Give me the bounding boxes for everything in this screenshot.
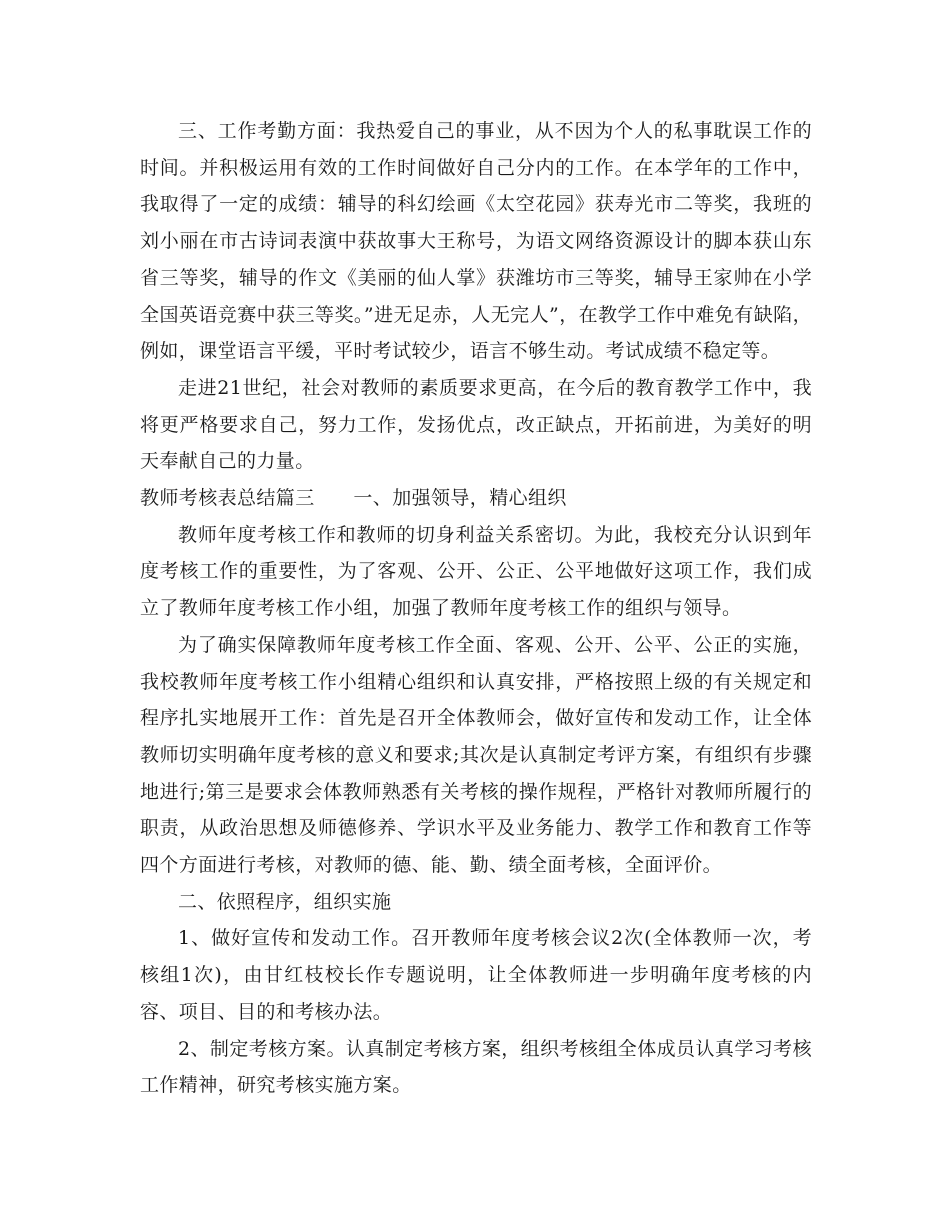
paragraph-attendance: 三、工作考勤方面：我热爱自己的事业，从不因为个人的私事耽误工作的时间。并积极运用有效的工作时间做好自己分内的工作。在本学年的工作中，我取得了一定的成绩：辅导的科幻绘画《太空花园》获寿光市二等奖，我班的刘小丽在市古诗词表演中获故事大王称号，为语文网络资源设计的脚本获山东省三等奖，辅导的作文《美丽的仙人掌》获潍坊市三等奖，辅导王家帅在小学全国英语竞赛中获三等奖。”进无足赤，人无完人”，在教学工作中难免有缺陷，例如，课堂语言平缓，平时考试较少，语言不够生动。考试成绩不稳定等。 xyxy=(140,120,812,363)
list-item-plan: 2、制定考核方案。认真制定考核方案，组织考核组全体成员认真学习考核工作精神，研究考核实施方案。 xyxy=(140,1037,812,1097)
list-item-publicity: 1、做好宣传和发动工作。召开教师年度考核会议2次(全体教师一次，考核组1次)，由甘红枝校长作专题说明，让全体教师进一步明确年度考核的内容、项目、目的和考核办法。 xyxy=(140,927,812,1023)
paragraph-assessment-implementation: 为了确实保障教师年度考核工作全面、客观、公开、公平、公正的实施，我校教师年度考核工作小组精心组织和认真安排，严格按照上级的有关规定和程序扎实地展开工作：首先是召开全体教师会，做好宣传和发动工作，让全体教师切实明确年度考核的意义和要求;其次是认真制定考评方案，有组织有步骤地进行;第三是要求会体教师熟悉有关考核的操作规程，严格针对教师所履行的职责，从政治思想及师德修养、学识水平及业务能力、教学工作和教育工作等四个方面进行考核，对教师的德、能、勤、绩全面考核，全面评价。 xyxy=(140,633,812,877)
paragraph-21st-century: 走进21世纪，社会对教师的素质要求更高，在今后的教育教学工作中，我将更严格要求自己，努力工作，发扬优点，改正缺点，开拓前进，为美好的明天奉献自己的力量。 xyxy=(140,376,812,473)
paragraph-assessment-importance: 教师年度考核工作和教师的切身利益关系密切。为此，我校充分认识到年度考核工作的重要性，为了客观、公开、公正、公平地做好这项工作，我们成立了教师年度考核工作小组，加强了教师年度考核工作的组织与领导。 xyxy=(140,523,812,620)
section-heading-part-three: 教师考核表总结篇三 一、加强领导，精心组织 xyxy=(140,487,567,510)
section-heading-procedure: 二、依照程序，组织实施 xyxy=(178,890,392,913)
document-body xyxy=(140,113,812,1104)
